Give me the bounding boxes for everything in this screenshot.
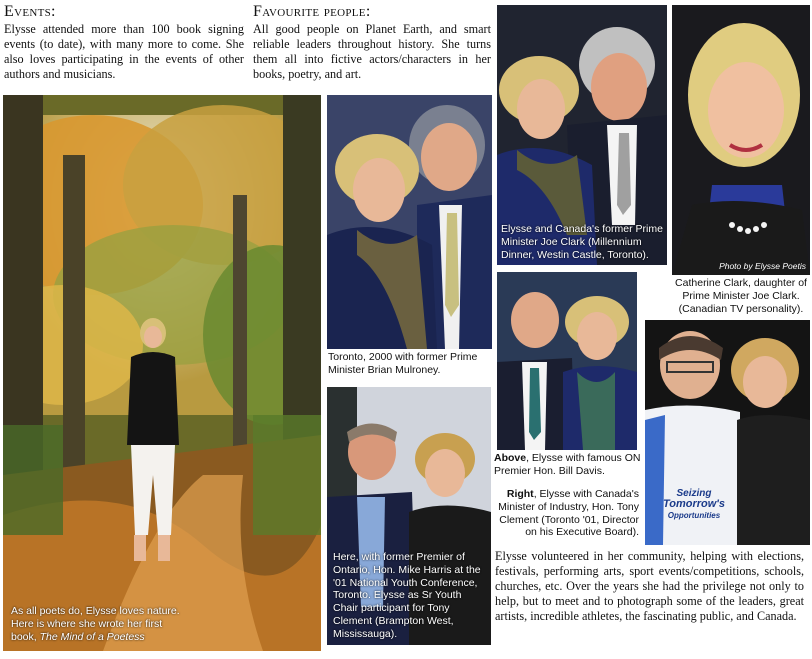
mulroney-caption: Toronto, 2000 with former Prime Minister Brian Mulroney. (328, 351, 478, 376)
events-text: Elysse attended more than 100 book signing events (to date), with many more to come. She also loves participating in the events of other authors and musicians. (4, 22, 244, 81)
photo-watermark: Photo by Elysse Poetis (719, 261, 806, 271)
events-heading: Events: (4, 3, 56, 20)
favourite-heading: Favourite people: (253, 3, 371, 20)
clement-photo (645, 320, 810, 545)
volunteer-text: Elysse volunteered in her community, helping with elections, festivals, performing arts, sport events/competitions, schools, churches, etc. Over the years she had the privilege not only to help, but to meet and to photograph some of the leaders, great artists, incredible athletes, the fascinating public, and Canada. (495, 549, 804, 623)
davis-caption: Above, Elysse with famous ON Premier Hon. Bill Davis. (494, 452, 641, 477)
harris-caption: Here, with former Premier of Ontario, Hon. Mike Harris at the '01 National Youth Conference, Toronto. Elysse as Sr Youth Chair participant for Tony Clement (Brampton West, Mississauga). (333, 551, 481, 640)
davis-photo (497, 272, 637, 450)
forest-photo (3, 95, 321, 651)
favourite-text: All good people on Planet Earth, and smart reliable leaders throughout history. She turns them all into fictive actors/characters in her books, poetry, and art. (253, 22, 491, 81)
forest-caption: As all poets do, Elysse loves nature. Here is where she wrote her first book, The Mind of a Poetess (11, 605, 180, 643)
clement-caption: Right, Elysse with Canada's Minister of Industry, Hon. Tony Clement (Toronto '01, Director on his Executive Board). (498, 488, 639, 539)
clark-photo (497, 5, 667, 265)
clark-caption: Elysse and Canada's former Prime Minister Joe Clark (Millennium Dinner, Westin Castle, Toronto). (501, 223, 663, 261)
harris-photo (327, 387, 491, 645)
mulroney-photo (327, 95, 492, 349)
catherine-caption: Catherine Clark, daughter of Prime Minister Joe Clark. (Canadian TV personality). (675, 277, 807, 315)
catherine-photo (672, 5, 810, 275)
shirt-slogan: Seizing Tomorrow's Opportunities (662, 488, 726, 520)
